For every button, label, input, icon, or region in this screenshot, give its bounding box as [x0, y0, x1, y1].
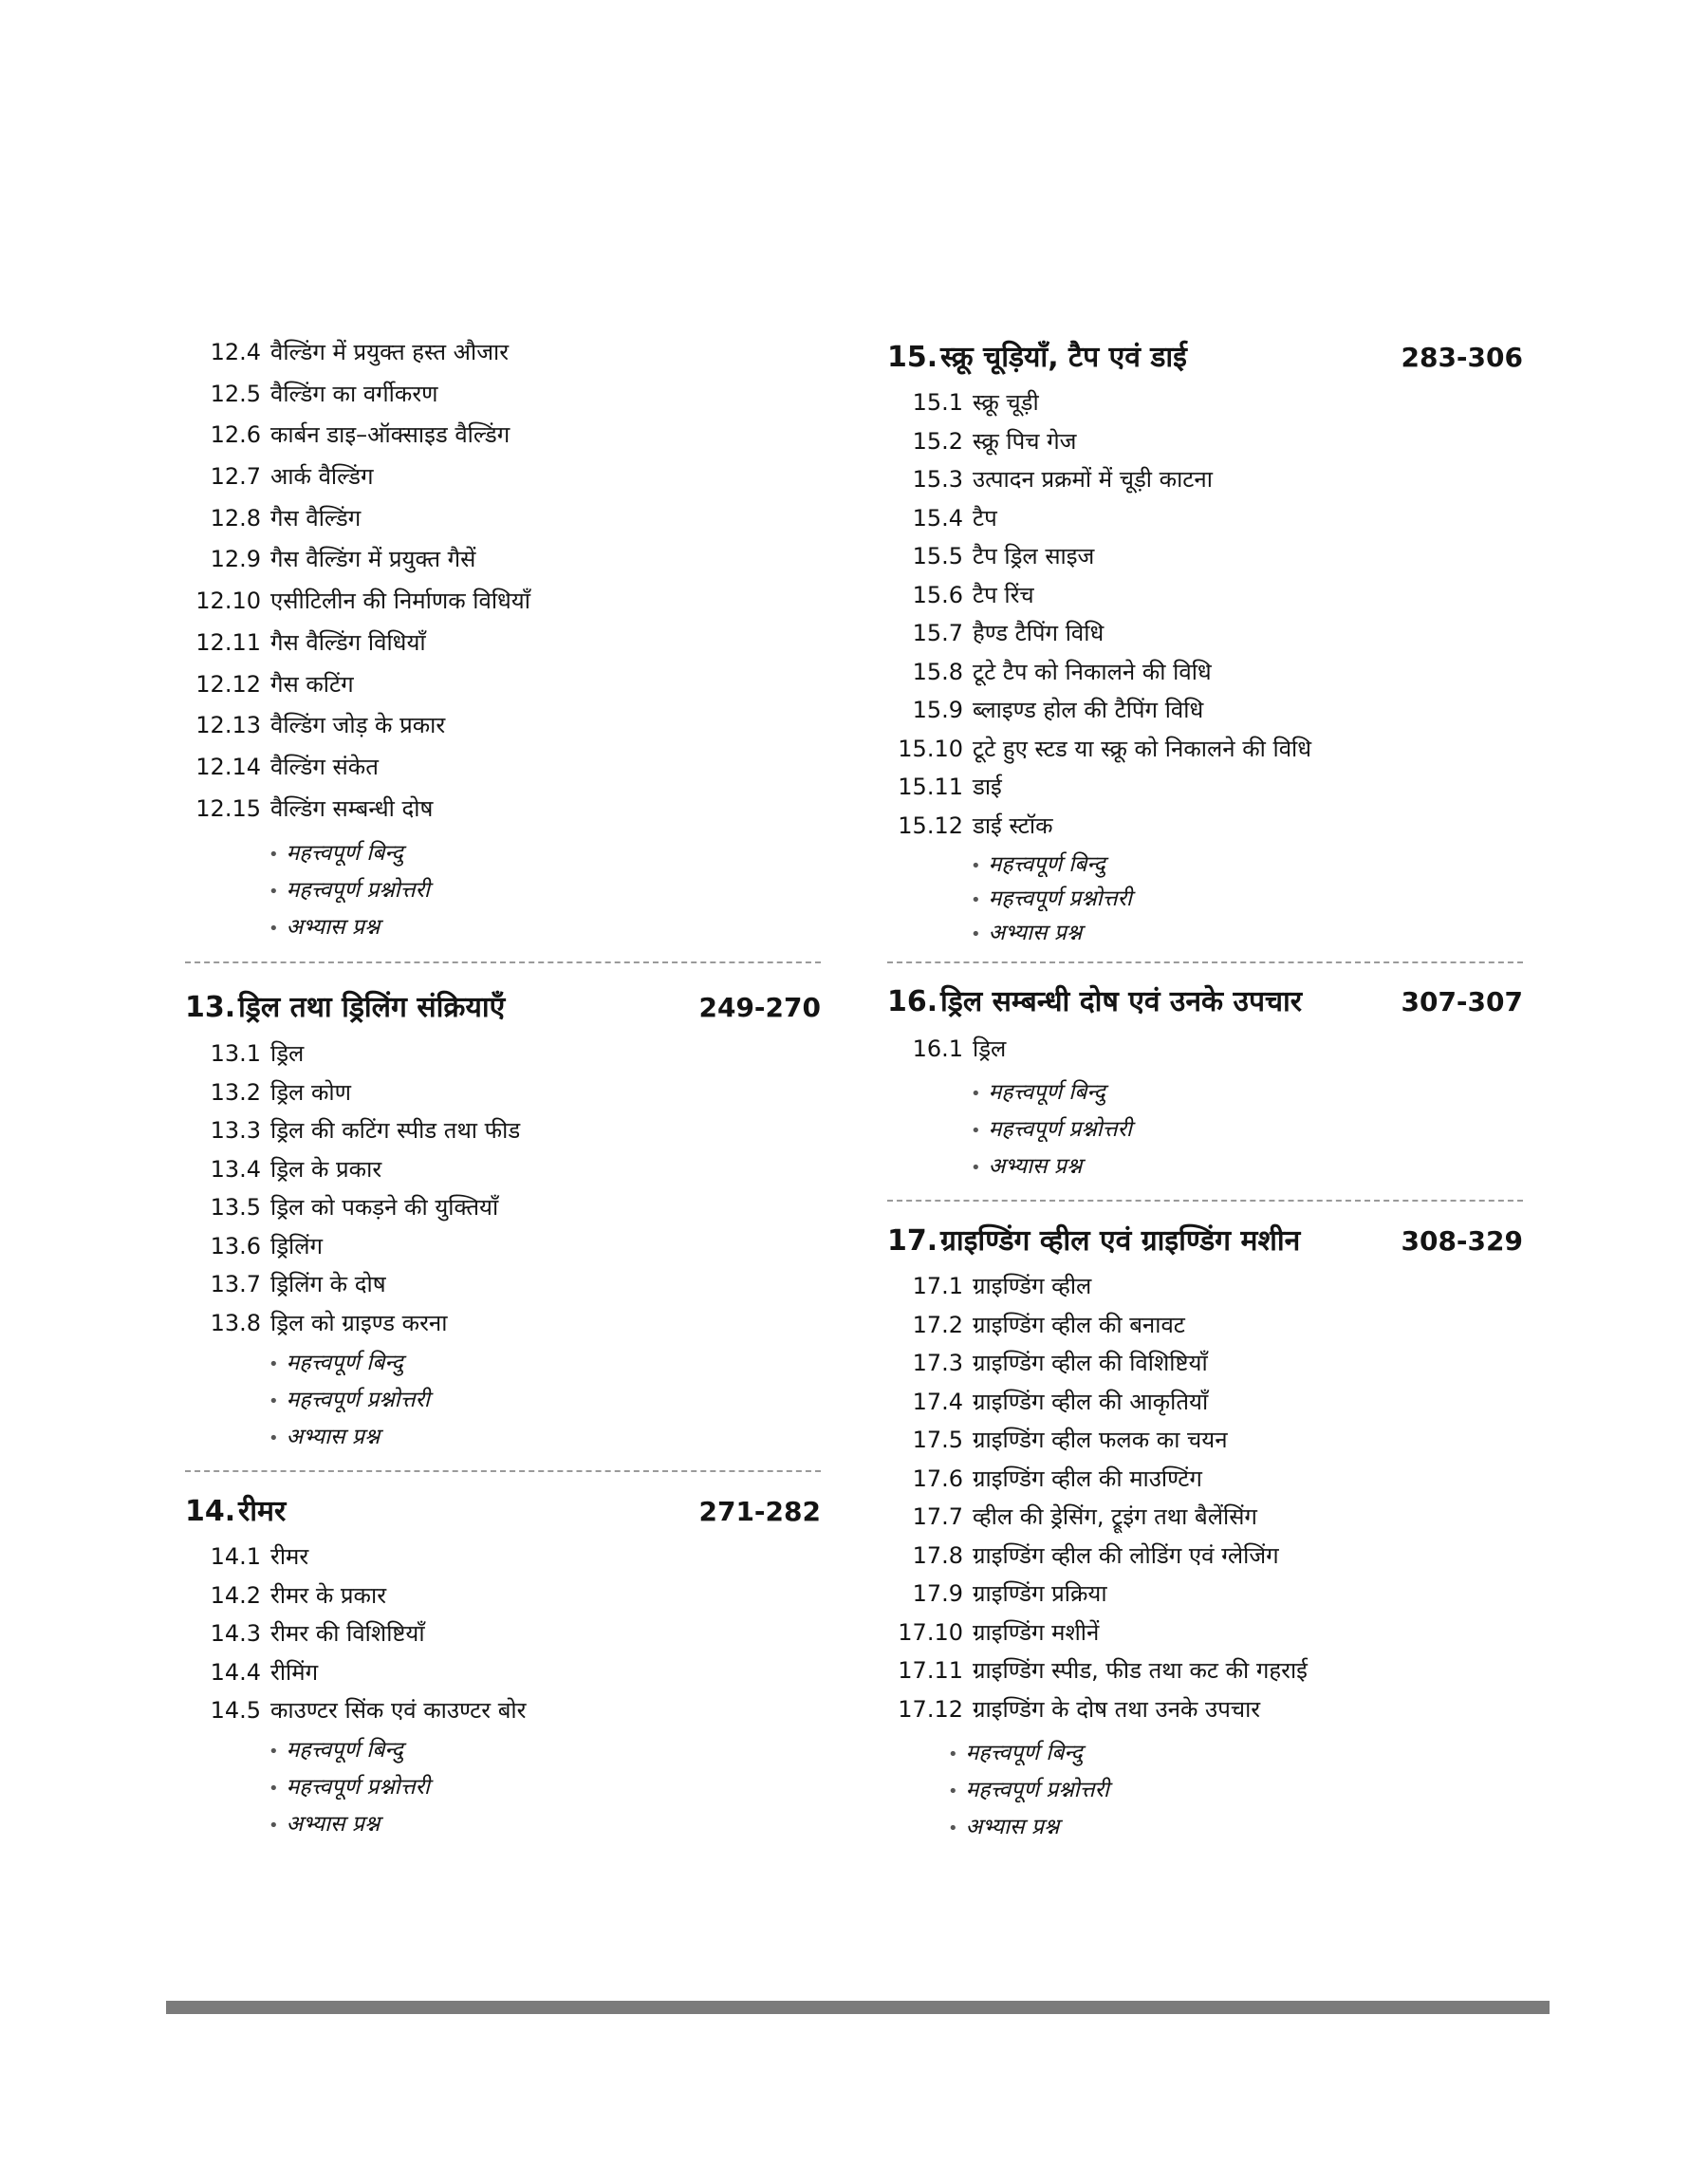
chapter-number: 17. [887, 1224, 938, 1258]
chapter-title: स्क्रू चूड़ियाँ, टैप एवं डाई [940, 341, 1187, 374]
footer-bar [166, 2001, 1550, 2014]
bullet-icon: • [971, 890, 981, 910]
extra-label: महत्त्वपूर्ण प्रश्नोत्तरी [286, 1388, 430, 1412]
entry-number: 16.1 [912, 1036, 963, 1062]
entry-label: ग्राइण्डिंग व्हील फलक का चयन [973, 1427, 1228, 1453]
extra-label: महत्त्वपूर्ण बिन्दु [286, 1351, 403, 1375]
entry-number: 15.6 [912, 581, 963, 608]
entry-label: ग्राइण्डिंग व्हील [973, 1273, 1092, 1299]
entry-label: ग्राइण्डिंग के दोष तथा उनके उपचार [973, 1695, 1261, 1723]
toc-entry[interactable] [887, 1614, 1523, 1652]
toc-entry[interactable] [185, 457, 821, 498]
entry-number: 12.9 [210, 546, 261, 573]
toc-extra-item[interactable] [185, 835, 821, 872]
toc-extra-item[interactable] [887, 1809, 1523, 1846]
entry-label: गैस कटिंग [270, 670, 354, 698]
entry-label: उत्पादन प्रक्रमों में चूड़ी काटना [973, 466, 1213, 493]
toc-entry[interactable] [887, 1575, 1523, 1614]
toc-entry[interactable] [887, 768, 1523, 807]
entry-number: 15.11 [898, 774, 963, 800]
entry-number: 12.5 [210, 380, 261, 407]
toc-entry[interactable] [185, 1577, 821, 1615]
toc-entry[interactable] [185, 623, 821, 664]
entry-label: टूटे हुए स्टड या स्क्रू को निकालने की विधि [973, 735, 1312, 762]
toc-entry[interactable] [185, 581, 821, 623]
chapter-title: ग्राइण्डिंग व्हील एवं ग्राइण्डिंग मशीन [940, 1224, 1301, 1258]
toc-entry[interactable] [185, 664, 821, 706]
entry-number: 17.6 [912, 1465, 963, 1492]
toc-extra-item[interactable] [185, 909, 821, 946]
entry-number: 15.8 [912, 658, 963, 685]
entry-label: ड्रिल कोण [270, 1078, 351, 1106]
toc-entry[interactable] [185, 1265, 821, 1304]
section-divider [185, 961, 821, 963]
entry-number: 15.5 [912, 543, 963, 569]
entry-number: 13.1 [210, 1040, 261, 1067]
toc-entry[interactable] [185, 1111, 821, 1150]
entry-number: 15.10 [898, 735, 963, 762]
entry-label: रीमर की विशिष्टियाँ [270, 1620, 425, 1647]
extra-label: अभ्यास प्रश्न [988, 921, 1083, 945]
toc-entry[interactable] [887, 1690, 1523, 1729]
entry-label: ड्रिलिंग के दोष [270, 1271, 386, 1297]
extra-label: महत्त्वपूर्ण प्रश्नोत्तरी [965, 1778, 1109, 1802]
bullet-icon: • [269, 1742, 279, 1762]
chapter-15-extras [887, 848, 1523, 950]
entry-number: 17.10 [898, 1618, 963, 1646]
entry-number: 14.4 [210, 1658, 261, 1686]
entry-number: 14.1 [210, 1543, 261, 1570]
chapter-heading[interactable] [887, 979, 1523, 1026]
entry-label: ग्राइण्डिंग व्हील की बनावट [973, 1311, 1185, 1338]
entry-number: 17.9 [912, 1580, 963, 1607]
toc-entry[interactable] [185, 539, 821, 581]
entry-label: ड्रिल [973, 1036, 1007, 1062]
toc-entry[interactable] [887, 422, 1523, 461]
entry-number: 17.2 [912, 1311, 963, 1338]
extra-label: महत्त्वपूर्ण प्रश्नोत्तरी [988, 1117, 1132, 1142]
entry-label: ड्रिल को पकड़ने की युक्तियाँ [270, 1194, 499, 1221]
entry-label: टूटे टैप को निकालने की विधि [973, 658, 1212, 685]
toc-extra-item[interactable] [887, 882, 1523, 916]
toc-entry[interactable] [185, 1150, 821, 1189]
bullet-icon: • [971, 924, 981, 944]
chapter-14-extras [185, 1732, 821, 1843]
chapter-number: 15. [887, 341, 938, 374]
entry-label: रीमर के प्रकार [270, 1581, 387, 1609]
entry-label: वैल्डिंग जोड़ के प्रकार [270, 712, 446, 739]
toc-entry[interactable] [887, 1421, 1523, 1460]
entry-label: टैप रिंच [973, 581, 1034, 608]
entry-label: वैल्डिंग संकेत [270, 753, 379, 780]
bullet-icon: • [269, 845, 279, 865]
bullet-icon: • [971, 856, 981, 876]
toc-entry[interactable] [185, 415, 821, 457]
entry-number: 17.3 [912, 1350, 963, 1376]
chapter-13-extras [185, 1345, 821, 1456]
toc-entry[interactable] [185, 705, 821, 747]
entry-label: स्क्रू पिच गेज [973, 427, 1077, 455]
entry-label: ब्लाइण्ड होल की टैपिंग विधि [973, 697, 1204, 723]
entry-number: 13.7 [210, 1271, 261, 1297]
entry-label: ड्रिल [270, 1040, 305, 1067]
entry-label: गैस वैल्डिंग विधियाँ [270, 628, 426, 656]
bullet-icon: • [948, 1782, 958, 1801]
toc-entry[interactable] [185, 1227, 821, 1266]
extra-label: अभ्यास प्रश्न [988, 1154, 1083, 1179]
chapter-number: 14. [185, 1495, 236, 1528]
entry-label: ड्रिल की कटिंग स्पीड तथा फीड [270, 1117, 521, 1144]
entry-label: ड्रिलिंग [270, 1232, 324, 1259]
toc-extra-item[interactable] [185, 872, 821, 909]
entry-number: 15.4 [912, 504, 963, 532]
toc-entry[interactable] [887, 807, 1523, 846]
entry-number: 15.2 [912, 427, 963, 455]
entry-label: वैल्डिंग सम्बन्धी दोष [270, 794, 434, 822]
entry-label: ड्रिल को ग्राइण्ड करना [270, 1309, 448, 1336]
bullet-icon: • [269, 1391, 279, 1411]
chapter-title: ड्रिल तथा ड्रिलिंग संक्रियाएँ [238, 991, 506, 1024]
extra-label: महत्त्वपूर्ण बिन्दु [286, 841, 403, 866]
toc-entry[interactable] [185, 332, 821, 374]
toc-entry[interactable] [887, 1460, 1523, 1499]
chapter-number: 13. [185, 991, 236, 1024]
entry-label: ग्राइण्डिंग व्हील की लोडिंग एवं ग्लेजिंग [973, 1541, 1279, 1569]
toc-extra-item[interactable] [185, 1769, 821, 1806]
entry-label: टैप [973, 504, 997, 532]
entry-label: ग्राइण्डिंग प्रक्रिया [973, 1580, 1107, 1607]
chapter-13-entries [185, 1035, 821, 1342]
toc-entry[interactable] [185, 747, 821, 789]
entry-number: 17.8 [912, 1541, 963, 1569]
entry-label: रीमिंग [270, 1658, 319, 1686]
toc-extra-item[interactable] [887, 1074, 1523, 1111]
entry-number: 13.8 [210, 1309, 261, 1336]
entry-number: 17.7 [912, 1503, 963, 1530]
extra-label: अभ्यास प्रश्न [965, 1815, 1060, 1839]
toc-entry[interactable] [887, 691, 1523, 730]
extra-label: महत्त्वपूर्ण प्रश्नोत्तरी [988, 886, 1132, 911]
entry-label: डाई स्टॉक [973, 812, 1053, 839]
chapter-pages: 307-307 [1401, 986, 1523, 1017]
section-divider [185, 1470, 821, 1472]
toc-entry[interactable] [887, 1383, 1523, 1422]
entry-number: 15.1 [912, 389, 963, 416]
toc-entry[interactable] [185, 1304, 821, 1343]
toc-entry[interactable] [887, 1030, 1523, 1069]
toc-entry[interactable] [185, 1614, 821, 1653]
entry-number: 12.12 [195, 670, 261, 698]
bullet-icon: • [269, 1354, 279, 1374]
toc-extra-item[interactable] [887, 1735, 1523, 1772]
entry-number: 12.13 [195, 712, 261, 739]
toc-extra-item[interactable] [887, 1111, 1523, 1148]
toc-entry[interactable] [887, 1267, 1523, 1306]
bullet-icon: • [971, 1158, 981, 1178]
bullet-icon: • [269, 1779, 279, 1799]
section-divider [887, 1200, 1523, 1202]
entry-label: व्हील की ड्रेसिंग, ट्रूइंग तथा बैलेंसिंग [973, 1503, 1257, 1530]
entry-label: रीमर [270, 1543, 309, 1570]
chapter-heading[interactable] [185, 1488, 821, 1536]
extra-label: महत्त्वपूर्ण प्रश्नोत्तरी [286, 1775, 430, 1800]
entry-label: वैल्डिंग का वर्गीकरण [270, 380, 438, 407]
entry-number: 12.10 [195, 588, 261, 615]
chapter-pages: 283-306 [1401, 342, 1523, 373]
extra-label: महत्त्वपूर्ण बिन्दु [286, 1738, 403, 1763]
chapter-16-entries [887, 1030, 1523, 1069]
toc-entry[interactable] [185, 1653, 821, 1692]
entry-number: 12.15 [195, 794, 261, 822]
extra-label: महत्त्वपूर्ण बिन्दु [988, 1080, 1105, 1105]
chapter-pages: 271-282 [698, 1496, 821, 1527]
toc-entry[interactable] [887, 1306, 1523, 1345]
entry-label: ग्राइण्डिंग स्पीड, फीड तथा कट की गहराई [973, 1657, 1308, 1684]
toc-extra-item[interactable] [185, 1806, 821, 1843]
entry-label: गैस वैल्डिंग में प्रयुक्त गैसें [270, 546, 476, 573]
entry-number: 17.11 [898, 1657, 963, 1684]
entry-number: 12.8 [210, 504, 261, 532]
extra-label: अभ्यास प्रश्न [286, 915, 381, 940]
toc-entry[interactable] [887, 383, 1523, 422]
toc-entry[interactable] [887, 653, 1523, 692]
entry-label: स्क्रू चूड़ी [973, 389, 1039, 416]
entry-label: एसीटिलीन की निर्माणक विधियाँ [270, 588, 530, 615]
entry-label: डाई [973, 774, 1002, 800]
toc-entry[interactable] [185, 1538, 821, 1577]
bullet-icon: • [269, 1816, 279, 1836]
toc-extra-item[interactable] [185, 1419, 821, 1456]
bullet-icon: • [269, 919, 279, 939]
toc-extra-item[interactable] [887, 916, 1523, 950]
toc-extra-item[interactable] [185, 1345, 821, 1382]
chapter-17-extras [887, 1735, 1523, 1846]
entry-number: 15.9 [912, 697, 963, 723]
entry-number: 12.14 [195, 753, 261, 780]
entry-label: कार्बन डाइ–ऑक्साइड वैल्डिंग [270, 421, 511, 449]
toc-extra-item[interactable] [185, 1732, 821, 1769]
entry-number: 14.3 [210, 1620, 261, 1647]
bullet-icon: • [948, 1745, 958, 1764]
bullet-icon: • [971, 1121, 981, 1141]
entry-number: 13.4 [210, 1155, 261, 1183]
toc-entry[interactable] [887, 614, 1523, 653]
entry-number: 12.4 [210, 339, 261, 365]
extra-label: महत्त्वपूर्ण प्रश्नोत्तरी [286, 878, 430, 903]
entry-number: 12.11 [195, 628, 261, 656]
entry-number: 17.1 [912, 1273, 963, 1299]
entry-label: काउण्टर सिंक एवं काउण्टर बोर [270, 1697, 527, 1724]
entry-number: 14.5 [210, 1697, 261, 1724]
extra-label: महत्त्वपूर्ण बिन्दु [988, 852, 1105, 877]
bullet-icon: • [948, 1819, 958, 1838]
extra-label: अभ्यास प्रश्न [286, 1425, 381, 1449]
entry-label: ग्राइण्डिंग व्हील की माउण्टिंग [973, 1465, 1202, 1492]
extra-label: महत्त्वपूर्ण बिन्दु [965, 1741, 1083, 1765]
chapter-12-continued-entries [185, 332, 821, 830]
toc-entry[interactable] [887, 1344, 1523, 1383]
entry-number: 13.6 [210, 1232, 261, 1259]
toc-entry[interactable] [887, 537, 1523, 576]
entry-label: आर्क वैल्डिंग [270, 463, 374, 491]
entry-number: 12.7 [210, 463, 261, 491]
extra-label: अभ्यास प्रश्न [286, 1812, 381, 1837]
toc-entry[interactable] [887, 730, 1523, 769]
entry-number: 13.2 [210, 1078, 261, 1106]
entry-number: 15.7 [912, 620, 963, 646]
toc-entry[interactable] [185, 789, 821, 830]
bullet-icon: • [269, 882, 279, 902]
toc-entry[interactable] [887, 499, 1523, 538]
toc-entry[interactable] [887, 1537, 1523, 1576]
entry-number: 17.4 [912, 1388, 963, 1415]
entry-label: टैप ड्रिल साइज [973, 543, 1095, 569]
chapter-pages: 308-329 [1401, 1225, 1523, 1257]
chapter-14-entries [185, 1538, 821, 1730]
chapter-heading[interactable] [887, 1218, 1523, 1265]
toc-extra-item[interactable] [185, 1382, 821, 1419]
entry-label: ग्राइण्डिंग व्हील की विशिष्टियाँ [973, 1350, 1208, 1376]
toc-entry[interactable] [185, 374, 821, 416]
entry-number: 15.12 [898, 812, 963, 839]
toc-extra-item[interactable] [887, 1772, 1523, 1809]
toc-entry[interactable] [887, 1498, 1523, 1537]
toc-extra-item[interactable] [887, 848, 1523, 882]
entry-label: ड्रिल के प्रकार [270, 1155, 382, 1183]
entry-label: ग्राइण्डिंग व्हील की आकृतियाँ [973, 1388, 1209, 1415]
chapter-12-extras [185, 835, 821, 946]
entry-number: 13.3 [210, 1117, 261, 1144]
toc-entry[interactable] [185, 498, 821, 540]
toc-entry[interactable] [887, 460, 1523, 499]
entry-number: 15.3 [912, 466, 963, 493]
section-divider [887, 961, 1523, 963]
chapter-heading[interactable] [185, 984, 821, 1032]
entry-number: 13.5 [210, 1194, 261, 1221]
toc-entry[interactable] [185, 1073, 821, 1112]
chapter-17-entries [887, 1267, 1523, 1728]
toc-entry[interactable] [185, 1188, 821, 1227]
chapter-pages: 249-270 [698, 992, 821, 1023]
bullet-icon: • [971, 1084, 981, 1104]
chapter-15-entries [887, 383, 1523, 845]
entry-number: 14.2 [210, 1581, 261, 1609]
entry-label: गैस वैल्डिंग [270, 504, 362, 532]
chapter-16-extras [887, 1074, 1523, 1185]
chapter-number: 16. [887, 985, 938, 1018]
entry-label: वैल्डिंग में प्रयुक्त हस्त औजार [270, 339, 510, 365]
entry-label: हैण्ड टैपिंग विधि [973, 620, 1105, 646]
entry-number: 17.12 [898, 1695, 963, 1723]
entry-label: ग्राइण्डिंग मशीनें [973, 1618, 1100, 1646]
toc-entry[interactable] [185, 1691, 821, 1730]
toc-entry[interactable] [887, 576, 1523, 615]
chapter-heading[interactable] [887, 334, 1523, 382]
entry-number: 12.6 [210, 421, 261, 449]
toc-extra-item[interactable] [887, 1148, 1523, 1185]
toc-entry[interactable] [887, 1651, 1523, 1690]
chapter-title: रीमर [238, 1495, 287, 1528]
chapter-title: ड्रिल सम्बन्धी दोष एवं उनके उपचार [940, 985, 1303, 1018]
bullet-icon: • [269, 1428, 279, 1448]
entry-number: 17.5 [912, 1427, 963, 1453]
toc-entry[interactable] [185, 1035, 821, 1073]
